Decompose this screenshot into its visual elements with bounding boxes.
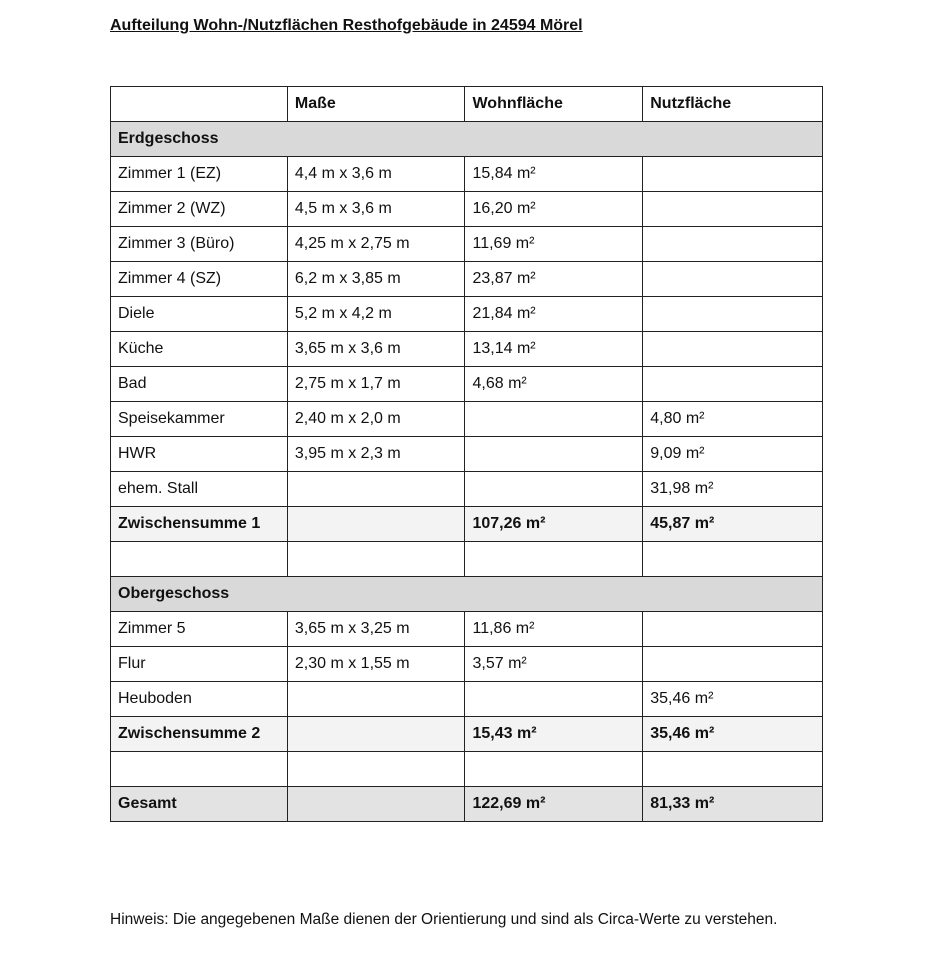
table-cell [287, 682, 465, 717]
table-cell [643, 752, 823, 787]
table-row [111, 332, 823, 367]
table-cell: 3,65 m x 3,6 m [287, 332, 465, 367]
table-cell [111, 87, 288, 122]
table-cell [287, 717, 465, 752]
table-cell: Heuboden [111, 682, 288, 717]
table-cell: Maße [287, 87, 465, 122]
section-row [111, 122, 823, 157]
table-cell: 122,69 m² [465, 787, 643, 822]
table-cell: Zimmer 5 [111, 612, 288, 647]
table-cell: Flur [111, 647, 288, 682]
table-cell: Speisekammer [111, 402, 288, 437]
area-table [110, 86, 823, 822]
subtotal-row [111, 507, 823, 542]
table-cell: 21,84 m² [465, 297, 643, 332]
table-cell: 35,46 m² [643, 682, 823, 717]
table-cell: 4,5 m x 3,6 m [287, 192, 465, 227]
table-row [111, 647, 823, 682]
table-cell: 4,25 m x 2,75 m [287, 227, 465, 262]
table-cell [465, 402, 643, 437]
table-cell [287, 542, 465, 577]
table-cell: Bad [111, 367, 288, 402]
section-heading: Erdgeschoss [111, 122, 823, 157]
table-cell: Nutzfläche [643, 87, 823, 122]
table-cell: 3,57 m² [465, 647, 643, 682]
table-cell: Zwischensumme 2 [111, 717, 288, 752]
table-cell: 45,87 m² [643, 507, 823, 542]
table-cell: 31,98 m² [643, 472, 823, 507]
table-cell: 2,75 m x 1,7 m [287, 367, 465, 402]
table-cell [287, 472, 465, 507]
table-cell [643, 227, 823, 262]
table-cell [465, 472, 643, 507]
table-cell [465, 437, 643, 472]
section-row [111, 577, 823, 612]
table-cell: 81,33 m² [643, 787, 823, 822]
table-cell [287, 507, 465, 542]
table-row [111, 157, 823, 192]
table-cell: Küche [111, 332, 288, 367]
table-cell [465, 542, 643, 577]
table-cell [465, 752, 643, 787]
table-cell: 107,26 m² [465, 507, 643, 542]
table-row [111, 437, 823, 472]
table-row [111, 612, 823, 647]
table-cell: 11,86 m² [465, 612, 643, 647]
table-cell: 16,20 m² [465, 192, 643, 227]
table-cell: 23,87 m² [465, 262, 643, 297]
document-title: Aufteilung Wohn-/Nutzflächen Resthofgebäude in 24594 Mörel [110, 17, 583, 34]
table-cell: Wohnfläche [465, 87, 643, 122]
table-cell: 35,46 m² [643, 717, 823, 752]
table-cell: 15,84 m² [465, 157, 643, 192]
table-cell: 9,09 m² [643, 437, 823, 472]
table-cell [643, 262, 823, 297]
table-row [111, 262, 823, 297]
table-cell [287, 787, 465, 822]
section-heading: Obergeschoss [111, 577, 823, 612]
table-cell: 15,43 m² [465, 717, 643, 752]
table-cell: Gesamt [111, 787, 288, 822]
table-cell: Zimmer 1 (EZ) [111, 157, 288, 192]
table-cell: 11,69 m² [465, 227, 643, 262]
table-row [111, 682, 823, 717]
table-cell: 5,2 m x 4,2 m [287, 297, 465, 332]
table-cell: 4,80 m² [643, 402, 823, 437]
table-cell [287, 752, 465, 787]
table-cell: 13,14 m² [465, 332, 643, 367]
table-row [111, 297, 823, 332]
table-row [111, 472, 823, 507]
table-cell [643, 297, 823, 332]
table-cell: Zwischensumme 1 [111, 507, 288, 542]
table-cell [643, 647, 823, 682]
table-header-row [111, 87, 823, 122]
table-row [111, 192, 823, 227]
table-cell [643, 332, 823, 367]
table-cell [111, 542, 288, 577]
table-row [111, 402, 823, 437]
table-cell: Zimmer 4 (SZ) [111, 262, 288, 297]
table-cell [465, 682, 643, 717]
note-text: Hinweis: Die angegebenen Maße dienen der Orientierung und sind als Circa-Werte zu verstehen. [110, 911, 778, 928]
table-row [111, 542, 823, 577]
subtotal-row [111, 717, 823, 752]
table-cell: 4,68 m² [465, 367, 643, 402]
table-cell [643, 612, 823, 647]
table-cell: Zimmer 3 (Büro) [111, 227, 288, 262]
table-cell [111, 752, 288, 787]
table-row [111, 367, 823, 402]
table-cell [643, 367, 823, 402]
table-cell: 2,40 m x 2,0 m [287, 402, 465, 437]
table-cell [643, 157, 823, 192]
table-cell: 2,30 m x 1,55 m [287, 647, 465, 682]
table-cell: HWR [111, 437, 288, 472]
total-row [111, 787, 823, 822]
table-row [111, 752, 823, 787]
table-cell: Zimmer 2 (WZ) [111, 192, 288, 227]
table-cell: 4,4 m x 3,6 m [287, 157, 465, 192]
table-cell: 3,65 m x 3,25 m [287, 612, 465, 647]
table-cell: 6,2 m x 3,85 m [287, 262, 465, 297]
table-cell: 3,95 m x 2,3 m [287, 437, 465, 472]
table-row [111, 227, 823, 262]
table-cell: ehem. Stall [111, 472, 288, 507]
table-cell [643, 542, 823, 577]
table-cell [643, 192, 823, 227]
table-cell: Diele [111, 297, 288, 332]
